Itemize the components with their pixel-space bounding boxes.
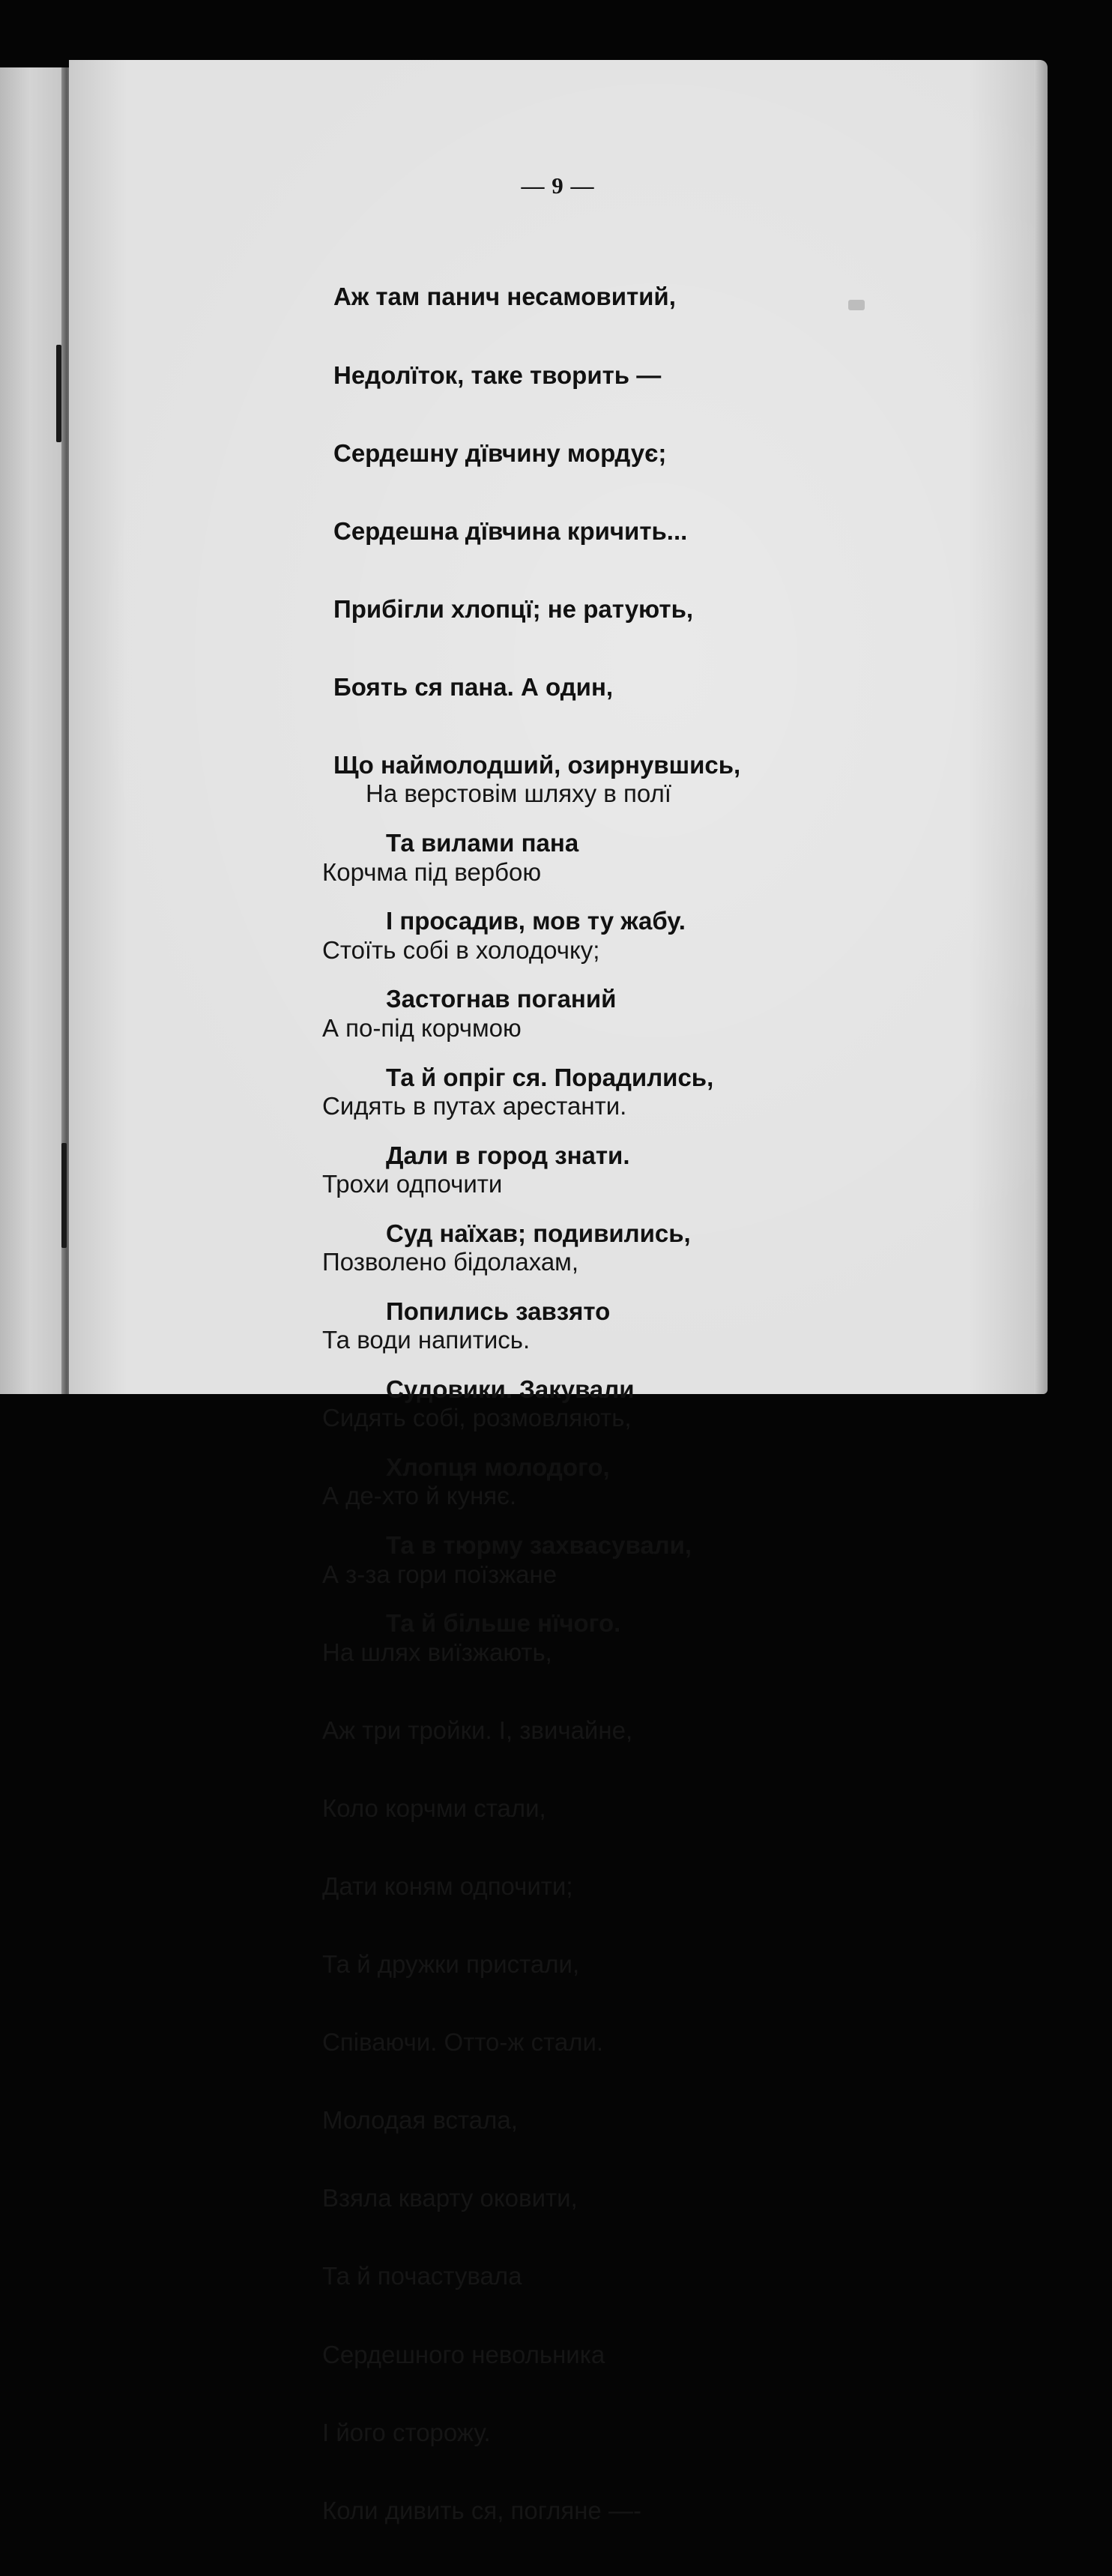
- poem-line: Дати коням одпочити;: [322, 1871, 573, 1900]
- poem-line: Попились завзято: [386, 1297, 611, 1325]
- poem-line: Застогнав поганий: [386, 985, 617, 1013]
- poem-line: І просадив, мов ту жабу.: [386, 907, 686, 935]
- stanza-2: [322, 729, 671, 2576]
- poem-line: Коло корчми стали,: [322, 1794, 546, 1822]
- poem-line: Та й почастувала: [322, 2262, 522, 2290]
- poem-line: Судовики. Закували: [386, 1375, 635, 1403]
- poem-line: Що наймолодший, озирнувшись,: [333, 751, 741, 779]
- poem-line: А де-хто й куняє.: [322, 1482, 517, 1510]
- poem-line: Хлопця молодого,: [386, 1453, 610, 1482]
- poem-line: Прибігли хлопцї; не ратують,: [333, 594, 694, 623]
- poem-line: Коли дивить ся, погляне —-: [322, 2496, 641, 2524]
- poem-line: А по-під корчмою: [322, 1013, 522, 1042]
- poem-line: Позволено бідолахам,: [322, 1248, 579, 1276]
- poem-line: Недолїток, таке творить —: [333, 361, 662, 389]
- poem-line: Суд наїхав; подивились,: [386, 1219, 691, 1247]
- poem-line: На шлях виїзжають,: [322, 1638, 552, 1666]
- poem-line: І його сторожу.: [322, 2418, 491, 2446]
- poem-line: Сердешного невольника: [322, 2340, 605, 2368]
- poem-line: Стоїть собі в холодочку;: [322, 935, 600, 964]
- poem-line: А з-за гори поїзжане: [322, 1560, 557, 1588]
- poem-line: Молодая встала,: [322, 2106, 518, 2135]
- poem-line: Та й дружки пристали,: [322, 1950, 580, 1979]
- poem-line: Та й опріг ся. Порадились,: [386, 1063, 714, 1091]
- staple-bottom: [61, 1143, 67, 1248]
- poem-line: Взяла кварту оковити,: [322, 2184, 578, 2212]
- poem-line: Співаючи. Отто-ж стали.: [322, 2028, 604, 2057]
- poem-line: Сердешну дївчину мордує;: [333, 438, 667, 467]
- page-number: — 9 —: [521, 172, 595, 199]
- poem-line: Корчма під вербою: [322, 857, 542, 886]
- poem-line: Та й більше нїчого.: [386, 1609, 621, 1638]
- poem-line: Та в тюрму захвасували,: [386, 1531, 692, 1560]
- poem-line: Трохи одпочити: [322, 1169, 503, 1198]
- page-right-edge: [1034, 60, 1048, 1394]
- poem-line: Аж там панич несамовитий,: [333, 283, 676, 311]
- paper-speck: [848, 300, 865, 310]
- poem-line: Сердешна дївчина кричить...: [333, 516, 688, 545]
- poem-line: Сидять собі, розмовляють,: [322, 1404, 632, 1432]
- poem-line: Сидять в путах арестанти.: [322, 1091, 627, 1120]
- poem-line: Боять ся пана. А один,: [333, 672, 614, 701]
- poem-line: Та води напитись.: [322, 1326, 531, 1354]
- staple-top: [56, 345, 61, 442]
- poem-line: Аж три тройки. І, звичайне,: [322, 1716, 633, 1744]
- poem-line: Дали в город знати.: [386, 1141, 630, 1169]
- book-page: [69, 60, 1047, 2524]
- poem-line: На верстовім шляху в полї: [366, 779, 671, 808]
- poem-line: Та вилами пана: [386, 829, 579, 857]
